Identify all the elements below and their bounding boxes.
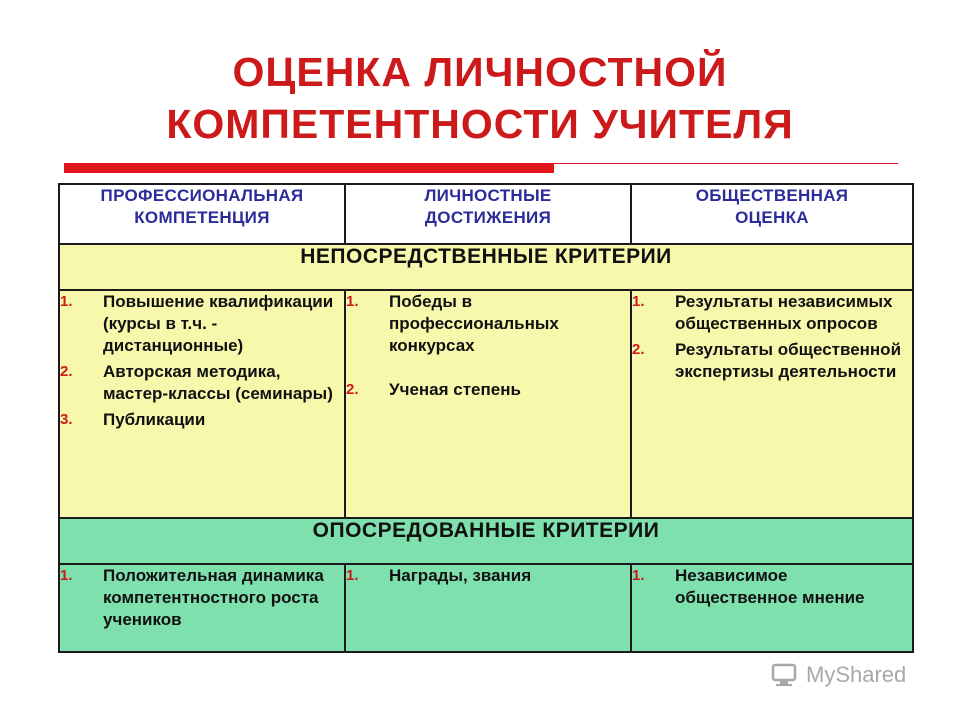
- title-underline-thin: [554, 163, 898, 164]
- item-text: Авторская методика, мастер-классы (семинары): [103, 362, 333, 403]
- list-item: [60, 291, 344, 357]
- item-number: 1.: [60, 293, 73, 310]
- direct-items-row: [59, 290, 913, 518]
- title-underline-thick: [64, 163, 554, 173]
- list-item: [346, 291, 630, 357]
- list-item: [346, 379, 630, 401]
- criteria-list: [632, 565, 912, 609]
- direct-achievements-cell: [345, 290, 631, 518]
- item-number: 1.: [346, 293, 359, 310]
- column-header-line: ДОСТИЖЕНИЯ: [424, 208, 552, 227]
- indirect-public-cell: [631, 564, 913, 652]
- indirect-section-row: [59, 518, 913, 564]
- title-line-1: ОЦЕНКА ЛИЧНОСТНОЙ: [232, 49, 728, 95]
- item-text: Результаты независимых общественных опросов: [675, 292, 893, 333]
- list-item: [60, 361, 344, 405]
- column-header-line: КОМПЕТЕНЦИЯ: [134, 208, 270, 227]
- title-line-2: КОМПЕТЕНТНОСТИ УЧИТЕЛЯ: [166, 101, 794, 147]
- item-number: 3.: [60, 411, 73, 428]
- criteria-list: [346, 565, 630, 587]
- item-number: 2.: [60, 363, 73, 380]
- item-number: 1.: [346, 567, 359, 584]
- header-row: [59, 184, 913, 244]
- direct-professional-cell: [59, 290, 345, 518]
- list-item: [632, 291, 912, 335]
- item-number: 1.: [632, 567, 645, 584]
- direct-criteria-label: НЕПОСРЕДСТВЕННЫЕ КРИТЕРИИ: [59, 244, 913, 290]
- criteria-list: [632, 291, 912, 383]
- direct-public-cell: [631, 290, 913, 518]
- criteria-list: [60, 565, 344, 631]
- indirect-items-row: [59, 564, 913, 652]
- indirect-criteria-label: ОПОСРЕДОВАННЫЕ КРИТЕРИИ: [59, 518, 913, 564]
- list-item: [632, 565, 912, 609]
- column-header-line: ОБЩЕСТВЕННАЯ: [695, 186, 849, 205]
- item-number: 2.: [632, 341, 645, 358]
- myshared-logo-icon: [770, 662, 800, 688]
- list-item: [346, 565, 630, 587]
- item-number: 1.: [632, 293, 645, 310]
- column-header-line: ОЦЕНКА: [735, 208, 809, 227]
- watermark-text: MyShared: [806, 662, 907, 687]
- criteria-list: [60, 291, 344, 431]
- indirect-achievements-cell: [345, 564, 631, 652]
- column-header-public-assessment: [631, 184, 913, 244]
- list-item: [632, 339, 912, 383]
- direct-section-row: [59, 244, 913, 290]
- criteria-table: [58, 183, 914, 653]
- item-number: 1.: [60, 567, 73, 584]
- list-item: [60, 409, 344, 431]
- criteria-list: [346, 291, 630, 401]
- item-text: Победы в профессиональных конкурсах: [389, 292, 559, 355]
- item-text: Награды, звания: [389, 566, 532, 585]
- item-text: Публикации: [103, 410, 206, 429]
- list-item: [60, 565, 344, 631]
- item-text: Результаты общественной экспертизы деятельности: [675, 340, 902, 381]
- item-text: Положительная динамика компетентностного роста учеников: [103, 566, 324, 629]
- item-text: Ученая степень: [389, 380, 521, 399]
- watermark: [770, 660, 906, 690]
- item-text: Независимое общественное мнение: [675, 566, 865, 607]
- column-header-line: ЛИЧНОСТНЫЕ: [424, 186, 552, 205]
- slide-title: [0, 46, 960, 150]
- column-header-achievements: [345, 184, 631, 244]
- column-header-line: ПРОФЕССИОНАЛЬНАЯ: [100, 186, 304, 205]
- column-header-professional: [59, 184, 345, 244]
- item-text: Повышение квалификации (курсы в т.ч. - дистанционные): [103, 292, 334, 355]
- indirect-professional-cell: [59, 564, 345, 652]
- item-number: 2.: [346, 381, 359, 398]
